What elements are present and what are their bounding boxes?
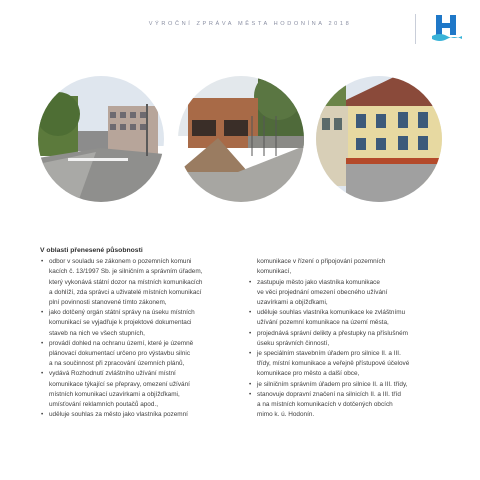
bullet-item: • je silničním správním úřadem pro silnice II. a III. třídy, [248,380,448,390]
bullet-continuation: staveb na nich ve všech stupních, [49,329,145,337]
bullet-item: • zastupuje město jako vlastníka komunikace [248,278,448,288]
bullet-continuation: komunikace týkající se přepravy, omezení užívání [49,380,190,388]
hodonin-h-logo-icon [430,13,464,43]
bullet-continuation: třídy, místní komunikace a veřejně přístupové účelové [257,360,410,368]
bullet-continuation: a na místních komunikacích v dotčených obcích [257,401,393,409]
report-header-title: VÝROČNÍ ZPRÁVA MĚSTA HODONÍNA 2018 [148,21,352,27]
bullet-continuation: komunikace pro město a další obce, [257,370,360,378]
bullet-continuation: plánovací dokumentací určeno pro výstavbu silnic [49,350,191,358]
bullet-item: • vydává Rozhodnutí zvláštního užívání místní [40,369,230,379]
bullet-continuation: kacích č. 13/1997 Sb. je silničním a správním úřadem, [49,268,203,276]
bullet-continuation: a dohlíží, zda správci a uživatelé místních komunikací [49,288,202,296]
bullet-continuation: úseku správních činností, [257,339,330,347]
bullet-item: • provádí dohled na ochranu území, které je územně [40,339,230,349]
bullet-continuation: umísťování reklamních poutačů apod., [49,401,158,409]
header-divider [415,14,416,44]
bullet-continuation: ve věci projednání omezení obecného užívání [257,288,388,296]
bullet-continuation: komunikací, [257,268,292,276]
section-heading: V oblasti přenesené působnosti [40,247,143,254]
text-column-right [248,246,448,420]
bullet-continuation: komunikací se vyjadřuje k projektové dokumentaci [49,319,192,327]
bullet-continuation: plní povinnosti stanovené tímto zákonem, [49,299,167,307]
building-photo [316,76,442,202]
text-column-left [40,246,230,420]
bullet-continuation: komunikace v řízení o připojování pozemních [257,258,386,266]
bullet-item: • jako dotčený orgán státní správy na úseku místních [40,308,230,318]
bullet-item: • projednává správní delikty a přestupky na příslušném [248,329,448,339]
street-photo [38,76,164,202]
street-photo-icon [38,76,164,202]
bullet-continuation: místních komunikací uzavírkami a objížďkami, [49,390,180,398]
bullet-continuation: užívání pozemní komunikace na území města, [257,319,389,327]
bullet-item: • uděluje souhlas vlastníka komunikace ke zvláštnímu [248,308,448,318]
bullet-continuation: a na součinnost při zpracování územních plánů, [49,360,185,368]
bullet-item: • uděluje souhlas za město jako vlastníka pozemní [40,410,230,420]
construction-photo [178,76,304,202]
bullet-continuation: který vykonává státní dozor na místních komunikacích [49,278,203,286]
building-photo-icon [316,76,442,202]
bullet-continuation: uzavírkami a objížďkami, [257,299,328,307]
bullet-item: • odbor v souladu se zákonem o pozemních komuni [40,257,230,267]
right-bullet-list [248,257,448,420]
bullet-item: • je speciálním stavebním úřadem pro silnice II. a III. [248,349,448,359]
construction-photo-icon [178,76,304,202]
left-bullet-list [40,257,230,420]
bullet-item: • stanovuje dopravní značení na silnicích II. a III. tříd [248,390,448,400]
bullet-continuation: mimo k. ú. Hodonín. [257,411,315,419]
